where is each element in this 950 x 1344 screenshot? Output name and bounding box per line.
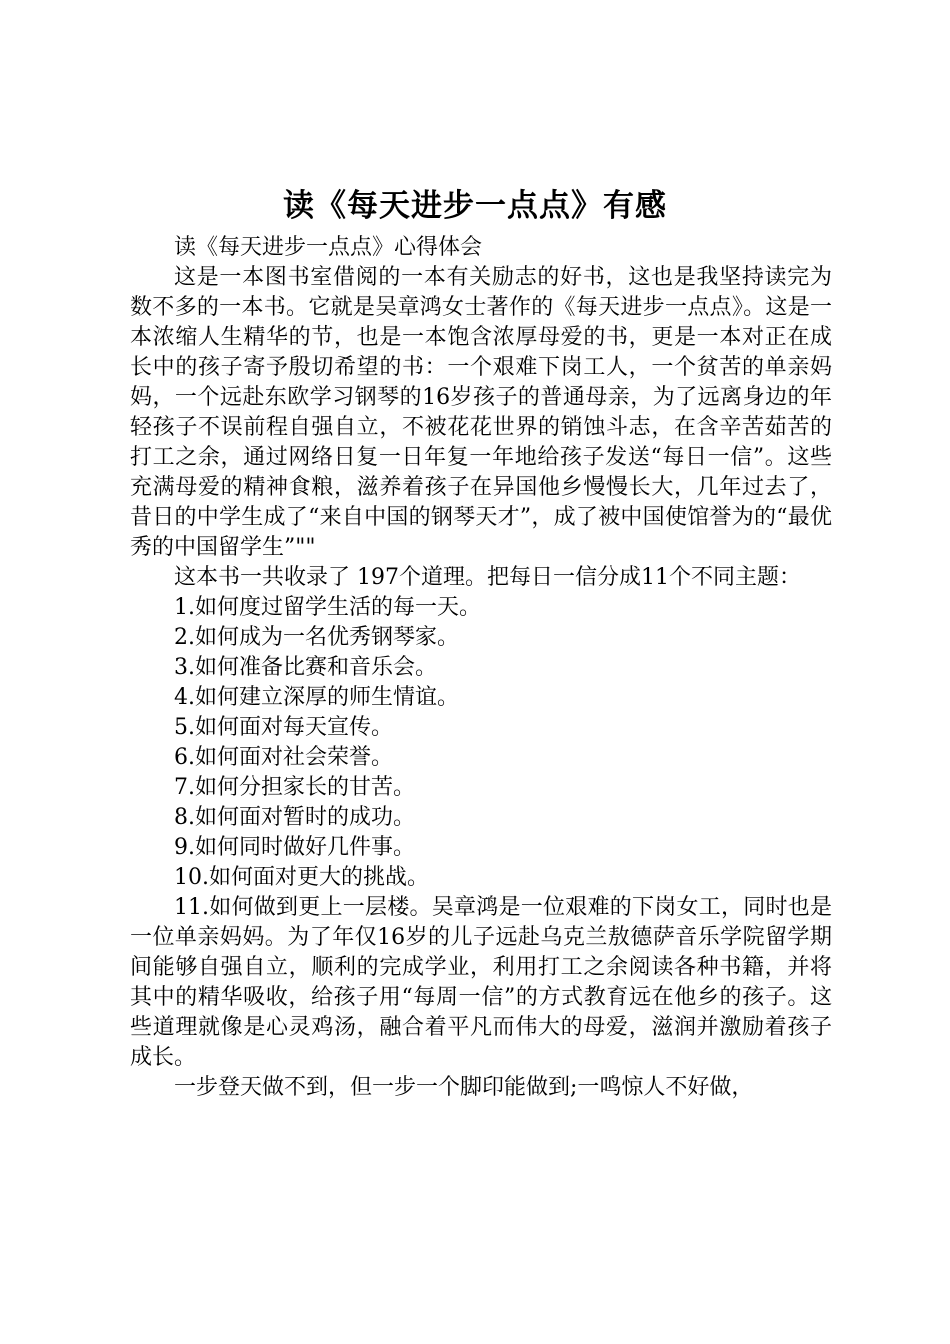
list-item-topic-11: 11.如何做到更上一层楼。吴章鸿是一位艰难的下岗女工，同时也是一位单亲妈妈。为了年仅16岁的儿子远赴乌克兰敖德萨音乐学院留学期间能够自强自立，顺利的完成学业，利用打工之余阅读各种书籍，并将其中的精华吸收，给孩子用“每周一信”的方式教育远在他乡的孩子。这些道理就像是心灵鸡汤，融合着平凡而伟大的母爱，滋润并激励着孩子成长。 — [130, 895, 832, 1070]
list-item-topic-10: 10.如何面对更大的挑战。 — [174, 865, 429, 890]
document-title: 读《每天进步一点点》有感 — [283, 188, 667, 224]
list-item-topic-2: 2.如何成为一名优秀钢琴家。 — [174, 625, 459, 650]
list-item-topic-5: 5.如何面对每天宣传。 — [174, 715, 393, 740]
list-item-topic-4: 4.如何建立深厚的师生情谊。 — [174, 685, 459, 710]
paragraph-subtitle: 读《每天进步一点点》心得体会 — [174, 235, 483, 260]
document-body — [130, 233, 832, 1103]
list-item-topic-6: 6.如何面对社会荣誉。 — [174, 745, 393, 770]
paragraph-topics-intro: 这本书一共收录了 197个道理。把每日一信分成11个不同主题： — [174, 565, 801, 590]
list-item-topic-1: 1.如何度过留学生活的每一天。 — [174, 595, 481, 620]
list-item-topic-3: 3.如何准备比赛和音乐会。 — [174, 655, 437, 680]
list-item-topic-8: 8.如何面对暂时的成功。 — [174, 805, 415, 830]
list-item-topic-7: 7.如何分担家长的甘苦。 — [174, 775, 415, 800]
list-item-topic-9: 9.如何同时做好几件事。 — [174, 835, 415, 860]
paragraph-intro: 这是一本图书室借阅的一本有关励志的好书，这也是我坚持读完为数不多的一本书。它就是吴章鸿女士著作的《每天进步一点点》。这是一本浓缩人生精华的节，也是一本饱含浓厚母爱的书，更是一本对正在成长中的孩子寄予殷切希望的书：一个艰难下岗工人，一个贫苦的单亲妈妈，一个远赴东欧学习钢琴的16岁孩子的普通母亲，为了远离身边的年轻孩子不误前程自强自立，不被花花世界的销蚀斗志，在含辛苦茹苦的打工之余，通过网络日复一日年复一年地给孩子发送“每日一信”。这些充满母爱的精神食粮，滋养着孩子在异国他乡慢慢长大，几年过去了，昔日的中学生成了“来自中国的钢琴天才”，成了被中国使馆誉为的“最优秀的中国留学生”"" — [130, 265, 832, 560]
paragraph-closing: 一步登天做不到，但一步一个脚印能做到;一鸣惊人不好做， — [174, 1075, 754, 1100]
